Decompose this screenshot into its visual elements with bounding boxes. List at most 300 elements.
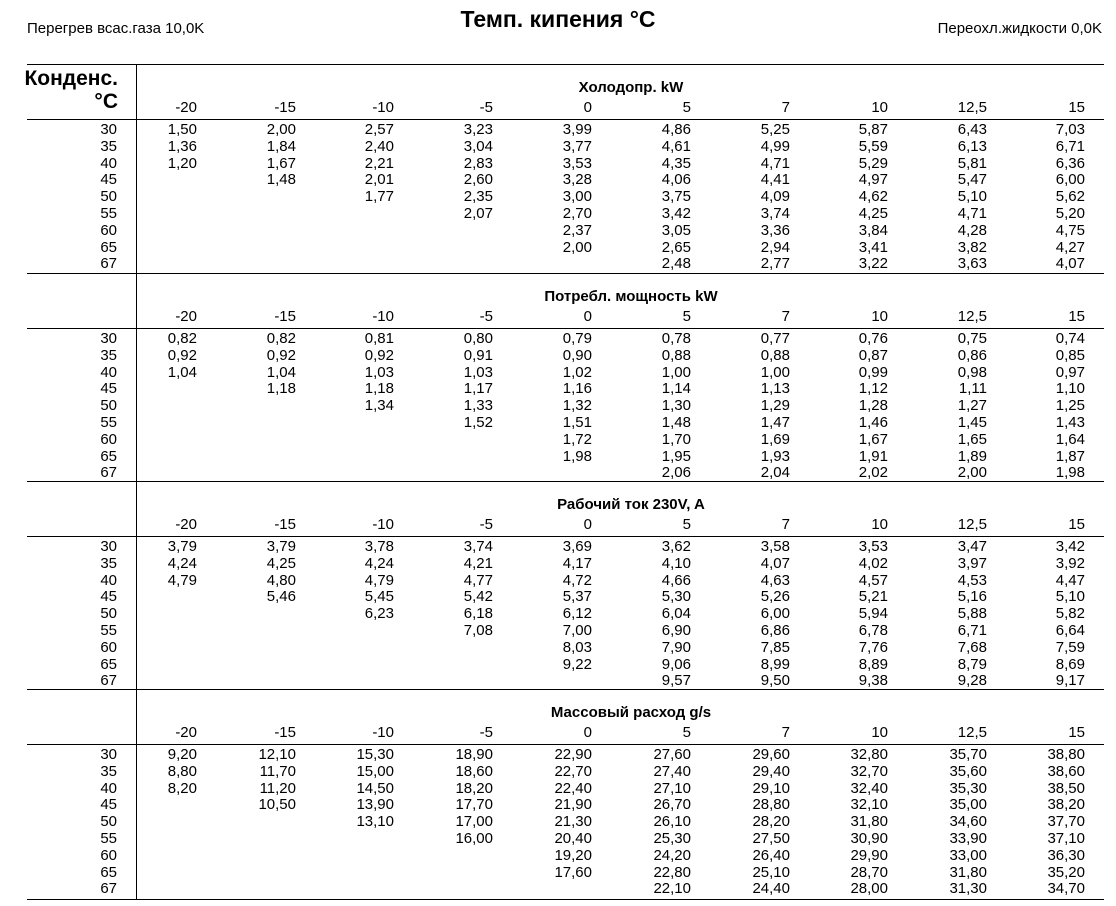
condensing-temp-header: [14, 67, 118, 113]
table-cell: 35,70: [949, 746, 987, 763]
evaporating-temp-header: 15: [1068, 308, 1085, 325]
condensing-temp-label: 30: [100, 121, 117, 138]
table-cell: 28,00: [850, 880, 888, 898]
table-cell: 4,25: [858, 205, 888, 222]
table-cell: 4,02: [858, 554, 888, 572]
table-cell: 4,61: [661, 137, 691, 155]
condensing-temp-label: 30: [100, 538, 117, 555]
table-cell: 3,62: [661, 538, 691, 555]
table-cell: 1,36: [167, 137, 197, 155]
condensing-temp-label: 67: [100, 464, 117, 482]
table-cell: 1,13: [760, 380, 790, 398]
table-cell: 5,21: [858, 588, 888, 606]
condensing-temp-label: 50: [100, 605, 117, 623]
evaporating-temp-header: -20: [175, 308, 197, 325]
table-cell: 38,80: [1047, 746, 1085, 763]
table-cell: 8,20: [167, 779, 197, 797]
table-cell: 1,51: [562, 414, 592, 431]
condensing-temp-label: 45: [100, 380, 117, 398]
table-cell: 1,00: [661, 363, 691, 381]
table-cell: 0,91: [463, 346, 493, 364]
table-cell: 4,75: [1055, 221, 1085, 239]
table-cell: 5,16: [957, 588, 987, 606]
table-cell: 35,30: [949, 779, 987, 797]
table-cell: 2,00: [562, 238, 592, 256]
condensing-temp-label: 45: [100, 171, 117, 189]
table-cell: 0,74: [1055, 330, 1085, 347]
table-cell: 4,41: [760, 171, 790, 189]
evaporating-temp-header: -15: [274, 99, 296, 116]
column-header-underline: [27, 744, 1104, 745]
table-cell: 1,72: [562, 430, 592, 448]
condensing-temp-label: 65: [100, 655, 117, 673]
table-cell: 15,30: [356, 746, 394, 763]
evaporating-temp-header: -5: [479, 516, 493, 533]
table-cell: 2,01: [364, 171, 394, 189]
table-cell: 1,10: [1055, 380, 1085, 398]
table-cell: 3,22: [858, 255, 888, 273]
condensing-temp-label: 40: [100, 571, 117, 589]
table-cell: 1,11: [958, 380, 987, 398]
table-cell: 33,90: [949, 830, 987, 847]
table-cell: 9,17: [1055, 672, 1085, 690]
table-cell: 32,80: [850, 746, 888, 763]
table-cell: 1,87: [1055, 447, 1085, 465]
table-cell: 34,60: [949, 813, 987, 831]
table-cell: 5,59: [858, 137, 888, 155]
table-cell: 11,70: [259, 762, 296, 780]
table-cell: 6,64: [1055, 622, 1085, 639]
table-cell: 2,83: [463, 154, 493, 172]
table-cell: 22,10: [653, 880, 691, 898]
table-cell: 5,87: [858, 121, 888, 138]
table-cell: 14,50: [356, 779, 394, 797]
table-cell: 4,57: [858, 571, 888, 589]
table-cell: 24,40: [752, 880, 790, 898]
table-cell: 1,34: [364, 397, 394, 415]
table-cell: 22,90: [554, 746, 592, 763]
table-cell: 3,63: [957, 255, 987, 273]
table-cell: 1,03: [364, 363, 394, 381]
table-cell: 5,26: [760, 588, 790, 606]
condensing-temp-label: 55: [100, 830, 117, 847]
section-divider: [27, 689, 1104, 690]
table-cell: 1,14: [661, 380, 691, 398]
table-cell: 22,80: [653, 863, 691, 881]
table-cell: 0,80: [463, 330, 493, 347]
section-divider: [27, 481, 1104, 482]
table-cell: 1,04: [266, 363, 296, 381]
table-cell: 1,30: [661, 397, 691, 415]
table-cell: 2,35: [463, 188, 493, 206]
table-cell: 31,80: [850, 813, 888, 831]
table-cell: 6,71: [957, 622, 987, 639]
table-cell: 3,53: [562, 154, 592, 172]
section-title: Потребл. мощность kW: [544, 288, 718, 305]
table-cell: 7,08: [463, 622, 493, 639]
table-cell: 24,20: [653, 846, 691, 864]
table-cell: 2,07: [463, 205, 493, 222]
table-cell: 3,79: [167, 538, 197, 555]
table-cell: 0,92: [364, 346, 394, 364]
table-cell: 2,21: [364, 154, 394, 172]
superheat-label: Перегрев всас.газа 10,0K: [27, 20, 205, 37]
table-cell: 1,16: [562, 380, 592, 398]
table-cell: 27,50: [752, 830, 790, 847]
table-cell: 6,04: [661, 605, 691, 623]
table-cell: 1,17: [463, 380, 493, 398]
table-cell: 2,77: [760, 255, 790, 273]
table-cell: 1,18: [266, 380, 296, 398]
evaporating-temp-header: -15: [274, 724, 296, 741]
table-cell: 5,37: [562, 588, 592, 606]
table-cell: 9,20: [167, 746, 197, 763]
table-cell: 38,50: [1047, 779, 1085, 797]
evaporating-temp-header: -20: [175, 516, 197, 533]
table-cell: 0,78: [661, 330, 691, 347]
table-cell: 9,06: [661, 655, 691, 673]
table-cell: 1,02: [562, 363, 592, 381]
table-cell: 26,10: [653, 813, 691, 831]
evaporating-temp-header: 10: [871, 516, 888, 533]
table-cell: 4,99: [760, 137, 790, 155]
table-cell: 2,37: [562, 221, 592, 239]
table-cell: 5,29: [858, 154, 888, 172]
condensing-temp-label: 35: [100, 346, 117, 364]
table-cell: 5,47: [957, 171, 987, 189]
table-cell: 38,60: [1047, 762, 1085, 780]
table-cell: 17,60: [554, 863, 592, 881]
table-cell: 0,75: [957, 330, 987, 347]
condensing-temp-label: 67: [100, 880, 117, 898]
table-cell: 4,24: [167, 554, 197, 572]
table-cell: 9,50: [760, 672, 790, 690]
table-cell: 31,30: [949, 880, 987, 898]
condensing-temp-label: 67: [100, 255, 117, 273]
section-title: Массовый расход g/s: [550, 704, 712, 721]
table-cell: 7,76: [858, 638, 888, 656]
table-cell: 5,45: [364, 588, 394, 606]
column-header-underline: [27, 119, 1104, 120]
evaporating-temp-header: 15: [1068, 724, 1085, 741]
table-cell: 2,70: [562, 205, 592, 222]
condensing-temp-label: 65: [100, 447, 117, 465]
table-cell: 2,40: [364, 137, 394, 155]
table-cell: 6,13: [957, 137, 987, 155]
evaporating-temp-header: -5: [479, 724, 493, 741]
table-cell: 2,00: [266, 121, 296, 138]
table-cell: 4,66: [661, 571, 691, 589]
table-cell: 3,36: [760, 221, 790, 239]
table-top-border: [27, 64, 1104, 65]
table-cell: 1,98: [562, 447, 592, 465]
table-cell: 5,20: [1055, 205, 1085, 222]
table-cell: 3,04: [463, 137, 493, 155]
table-cell: 32,70: [850, 762, 888, 780]
table-cell: 1,89: [957, 447, 987, 465]
table-cell: 5,25: [760, 121, 790, 138]
table-cell: 31,80: [949, 863, 987, 881]
table-cell: 5,82: [1055, 605, 1085, 623]
table-cell: 4,72: [562, 571, 592, 589]
table-cell: 5,62: [1055, 188, 1085, 206]
condensing-temp-label: 30: [100, 330, 117, 347]
table-cell: 1,52: [463, 414, 493, 431]
evaporating-temp-header: 7: [781, 724, 790, 741]
table-cell: 1,43: [1055, 414, 1085, 431]
table-cell: 1,25: [1055, 397, 1085, 415]
table-cell: 27,10: [653, 779, 691, 797]
table-cell: 19,20: [554, 846, 592, 864]
table-cell: 4,47: [1055, 571, 1085, 589]
table-cell: 4,80: [266, 571, 296, 589]
table-cell: 0,90: [562, 346, 592, 364]
table-cell: 7,59: [1055, 638, 1085, 656]
table-cell: 3,05: [661, 221, 691, 239]
table-cell: 1,98: [1055, 464, 1085, 482]
page-title: Темп. кипения °C: [460, 6, 656, 32]
table-cell: 30,90: [850, 830, 888, 847]
table-cell: 3,79: [266, 538, 296, 555]
table-cell: 1,03: [463, 363, 493, 381]
table-cell: 0,88: [661, 346, 691, 364]
evaporating-temp-header: -5: [479, 308, 493, 325]
table-cell: 7,90: [661, 638, 691, 656]
condensing-temp-label: 60: [100, 846, 117, 864]
table-cell: 4,71: [760, 154, 790, 172]
table-cell: 22,40: [554, 779, 592, 797]
condensing-label: Конденс.: [24, 67, 118, 90]
table-cell: 4,07: [1055, 255, 1085, 273]
table-cell: 37,70: [1047, 813, 1085, 831]
table-cell: 3,75: [661, 188, 691, 206]
table-cell: 28,80: [752, 796, 790, 814]
table-cell: 7,03: [1055, 121, 1085, 138]
condensing-temp-label: 45: [100, 796, 117, 814]
table-cell: 9,28: [957, 672, 987, 690]
table-cell: 8,69: [1055, 655, 1085, 673]
table-cell: 0,79: [562, 330, 592, 347]
table-cell: 4,35: [661, 154, 691, 172]
condensing-temp-label: 65: [100, 238, 117, 256]
condensing-temp-label: 55: [100, 414, 117, 431]
table-cell: 0,85: [1055, 346, 1085, 364]
evaporating-temp-header: 12,5: [957, 724, 987, 741]
condensing-temp-label: 40: [100, 779, 117, 797]
evaporating-temp-header: 12,5: [957, 308, 987, 325]
table-cell: 4,86: [661, 121, 691, 138]
table-cell: 8,99: [760, 655, 790, 673]
table-cell: 4,10: [661, 554, 691, 572]
evaporating-temp-header: -20: [175, 99, 197, 116]
table-cell: 6,00: [1055, 171, 1085, 189]
table-cell: 5,46: [266, 588, 296, 606]
table-cell: 4,21: [463, 554, 493, 572]
table-cell: 20,40: [554, 830, 592, 847]
table-cell: 17,00: [455, 813, 493, 831]
table-cell: 5,94: [858, 605, 888, 623]
table-cell: 0,82: [266, 330, 296, 347]
table-cell: 13,10: [356, 813, 394, 831]
evaporating-temp-header: 7: [781, 99, 790, 116]
column-header-underline: [27, 328, 1104, 329]
condensing-temp-label: 40: [100, 363, 117, 381]
table-cell: 1,67: [858, 430, 888, 448]
table-cell: 2,60: [463, 171, 493, 189]
evaporating-temp-header: -20: [175, 724, 197, 741]
table-cell: 25,30: [653, 830, 691, 847]
section-divider: [27, 273, 1104, 274]
table-cell: 1,65: [957, 430, 987, 448]
table-cell: 0,86: [957, 346, 987, 364]
table-cell: 0,76: [858, 330, 888, 347]
table-cell: 2,65: [661, 238, 691, 256]
table-cell: 7,00: [562, 622, 592, 639]
table-cell: 32,10: [850, 796, 888, 814]
table-cell: 29,60: [752, 746, 790, 763]
table-cell: 16,00: [455, 830, 493, 847]
table-cell: 4,97: [858, 171, 888, 189]
table-cell: 3,77: [562, 137, 592, 155]
table-cell: 9,38: [858, 672, 888, 690]
table-cell: 7,68: [957, 638, 987, 656]
evaporating-temp-header: -10: [372, 516, 394, 533]
table-cell: 4,79: [167, 571, 197, 589]
table-cell: 29,10: [752, 779, 790, 797]
table-cell: 4,09: [760, 188, 790, 206]
table-cell: 4,79: [364, 571, 394, 589]
table-cell: 3,82: [957, 238, 987, 256]
table-cell: 27,40: [653, 762, 691, 780]
table-cell: 5,42: [463, 588, 493, 606]
table-cell: 18,20: [455, 779, 493, 797]
table-cell: 5,10: [1055, 588, 1085, 606]
evaporating-temp-header: 5: [682, 516, 691, 533]
table-cell: 12,10: [258, 746, 296, 763]
evaporating-temp-header: 10: [871, 99, 888, 116]
table-cell: 13,90: [356, 796, 394, 814]
table-cell: 21,30: [554, 813, 592, 831]
condensing-temp-label: 35: [100, 762, 117, 780]
table-cell: 3,28: [562, 171, 592, 189]
section-title: Рабочий ток 230V, A: [557, 496, 705, 513]
subcooling-label: Переохл.жидкости 0,0K: [937, 20, 1102, 37]
table-cell: 1,69: [760, 430, 790, 448]
table-cell: 1,91: [858, 447, 888, 465]
table-cell: 1,84: [266, 137, 296, 155]
table-cell: 37,10: [1047, 830, 1085, 847]
evaporating-temp-header: 15: [1068, 99, 1085, 116]
table-cell: 0,88: [760, 346, 790, 364]
table-cell: 33,00: [949, 846, 987, 864]
table-cell: 1,29: [760, 397, 790, 415]
table-cell: 3,23: [463, 121, 493, 138]
table-cell: 0,98: [957, 363, 987, 381]
table-cell: 5,10: [957, 188, 987, 206]
table-cell: 3,47: [957, 538, 987, 555]
table-cell: 1,64: [1055, 430, 1085, 448]
table-cell: 29,90: [850, 846, 888, 864]
table-cell: 26,40: [752, 846, 790, 864]
condensing-temp-label: 60: [100, 430, 117, 448]
table-cell: 1,28: [858, 397, 888, 415]
table-cell: 4,62: [858, 188, 888, 206]
table-cell: 6,00: [760, 605, 790, 623]
evaporating-temp-header: -10: [372, 308, 394, 325]
table-cell: 4,63: [760, 571, 790, 589]
table-cell: 0,82: [167, 330, 197, 347]
table-cell: 3,74: [463, 538, 493, 555]
table-cell: 11,20: [259, 779, 296, 797]
condensing-temp-label: 55: [100, 622, 117, 639]
table-cell: 3,74: [760, 205, 790, 222]
evaporating-temp-header: 5: [682, 99, 691, 116]
table-cell: 2,57: [364, 121, 394, 138]
evaporating-temp-header: -15: [274, 308, 296, 325]
table-cell: 1,47: [760, 414, 790, 431]
table-cell: 6,78: [858, 622, 888, 639]
table-cell: 18,90: [455, 746, 493, 763]
evaporating-temp-header: 0: [583, 516, 592, 533]
table-cell: 0,92: [266, 346, 296, 364]
evaporating-temp-header: 7: [781, 516, 790, 533]
table-cell: 22,70: [554, 762, 592, 780]
table-cell: 0,81: [364, 330, 394, 347]
table-cell: 3,58: [760, 538, 790, 555]
table-cell: 21,90: [554, 796, 592, 814]
evaporating-temp-header: -15: [274, 516, 296, 533]
table-cell: 2,04: [760, 464, 790, 482]
table-bottom-border: [27, 899, 1104, 900]
table-cell: 1,77: [364, 188, 394, 206]
table-cell: 6,23: [364, 605, 394, 623]
table-cell: 28,20: [752, 813, 790, 831]
condensing-temp-label: 60: [100, 221, 117, 239]
table-cell: 28,70: [850, 863, 888, 881]
table-cell: 29,40: [752, 762, 790, 780]
condensing-temp-label: 30: [100, 746, 117, 763]
condensing-temp-label: 35: [100, 137, 117, 155]
table-cell: 1,46: [858, 414, 888, 431]
table-cell: 1,48: [266, 171, 296, 189]
condensing-temp-label: 55: [100, 205, 117, 222]
section-title: Холодопр. kW: [578, 79, 684, 96]
evaporating-temp-header: 5: [682, 308, 691, 325]
evaporating-temp-header: 5: [682, 724, 691, 741]
table-cell: 32,40: [850, 779, 888, 797]
table-cell: 1,48: [661, 414, 691, 431]
table-cell: 35,20: [1047, 863, 1085, 881]
table-cell: 9,22: [562, 655, 592, 673]
table-cell: 8,03: [562, 638, 592, 656]
table-cell: 26,70: [653, 796, 691, 814]
table-cell: 4,77: [463, 571, 493, 589]
table-cell: 4,53: [957, 571, 987, 589]
table-cell: 1,00: [760, 363, 790, 381]
table-cell: 1,33: [463, 397, 493, 415]
table-cell: 3,78: [364, 538, 394, 555]
table-cell: 3,97: [957, 554, 987, 572]
evaporating-temp-header: 10: [871, 724, 888, 741]
table-cell: 4,25: [266, 554, 296, 572]
condensing-temp-label: 50: [100, 397, 117, 415]
table-cell: 0,77: [760, 330, 790, 347]
table-cell: 1,67: [266, 154, 296, 172]
table-cell: 3,69: [562, 538, 592, 555]
table-cell: 6,86: [760, 622, 790, 639]
table-cell: 25,10: [752, 863, 790, 881]
table-cell: 1,32: [562, 397, 592, 415]
